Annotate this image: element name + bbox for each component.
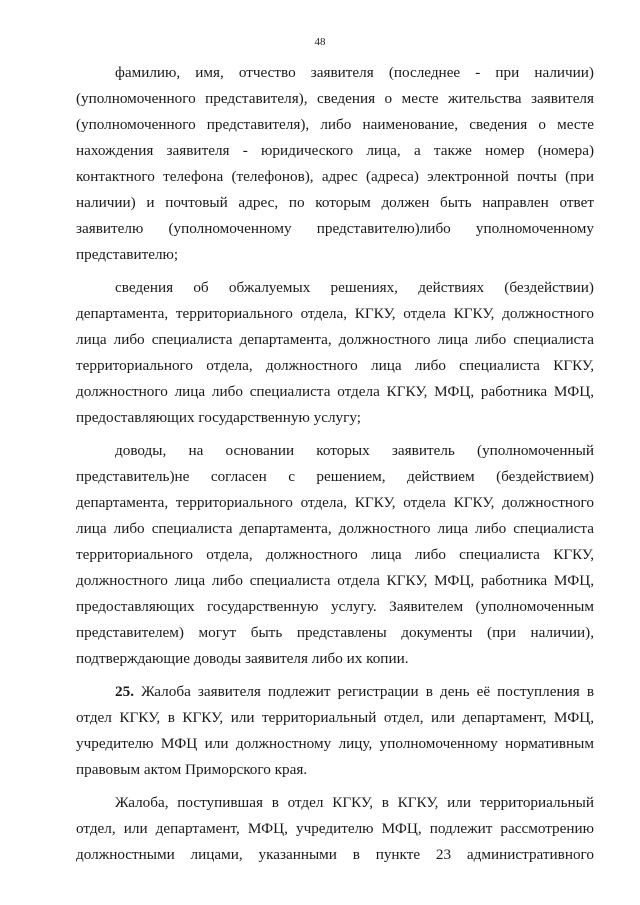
text-line: фамилию, имя, отчество заявителя (последнее - при наличии) — [115, 64, 594, 81]
page-number: 48 — [314, 36, 326, 48]
text-line: доводы, на основании которых заявитель (уполномоченный — [115, 442, 594, 459]
text-line: отдел КГКУ, в КГКУ, или территориальный отдел, или департамент, МФЦ, — [76, 709, 594, 726]
paragraph-appealed-decisions — [76, 275, 594, 431]
text-line: заявителю (уполномоченному представителю)либо уполномоченному — [76, 220, 594, 237]
text-line: представителю; — [76, 246, 179, 263]
text-line: должностного лица либо специалиста отдела КГКУ, МФЦ, работника МФЦ, — [76, 572, 594, 589]
text-line: должностными лицами, указанными в пункте 23 административного — [76, 846, 594, 863]
text-line: представитель)не согласен с решением, действием (бездействием) — [76, 468, 594, 485]
text-line: учредителю МФЦ или должностному лицу, уполномоченному нормативным — [76, 735, 594, 752]
text-line: сведения об обжалуемых решениях, действиях (бездействии) — [115, 279, 594, 296]
text-line — [76, 679, 594, 705]
text-line: предоставляющих государственную услугу; — [76, 409, 361, 426]
text-line: (уполномоченного представителя), сведения о месте жительства заявителя — [76, 90, 594, 107]
text-line: лица либо специалиста департамента, должностного лица либо специалиста — [76, 520, 594, 537]
text-line: лица либо специалиста департамента, должностного лица либо специалиста — [76, 331, 594, 348]
text-line: наличии) и почтовый адрес, по которым должен быть направлен ответ — [76, 194, 594, 211]
text-line: представителем) могут быть представлены документы (при наличии), — [76, 624, 594, 641]
document-body — [76, 60, 594, 868]
paragraph-arguments — [76, 438, 594, 672]
text-line: правовым актом Приморского края. — [76, 761, 308, 778]
text-line: должностного лица либо специалиста отдела КГКУ, МФЦ, работника МФЦ, — [76, 383, 594, 400]
text-line: подтверждающие доводы заявителя либо их копии. — [76, 650, 409, 667]
text-line-content: Жалоба заявителя подлежит регистрации в день её поступления в — [133, 683, 594, 700]
paragraph-clause-25 — [76, 679, 594, 783]
text-line: территориального отдела, должностного лица либо специалиста КГКУ, — [76, 357, 594, 374]
text-line: отдел, или департамент, МФЦ, учредителю МФЦ, подлежит рассмотрению — [76, 820, 594, 837]
text-line: предоставляющих государственную услугу. Заявителем (уполномоченным — [76, 598, 594, 615]
text-line: территориального отдела, должностного лица либо специалиста КГКУ, — [76, 546, 594, 563]
text-line: департамента, территориального отдела, КГКУ, отдела КГКУ, должностного — [76, 494, 594, 511]
clause-number: 25. — [115, 683, 134, 700]
text-line: департамента, территориального отдела, КГКУ, отдела КГКУ, должностного — [76, 305, 594, 322]
paragraph-complaint-review — [76, 790, 594, 868]
paragraph-applicant-info — [76, 60, 594, 268]
text-line: Жалоба, поступившая в отдел КГКУ, в КГКУ, или территориальный — [115, 794, 594, 811]
text-line: контактного телефона (телефонов), адрес (адреса) электронной почты (при — [76, 168, 594, 185]
text-line: (уполномоченного представителя), либо наименование, сведения о месте — [76, 116, 594, 133]
text-line: нахождения заявителя - юридического лица, а также номер (номера) — [76, 142, 594, 159]
